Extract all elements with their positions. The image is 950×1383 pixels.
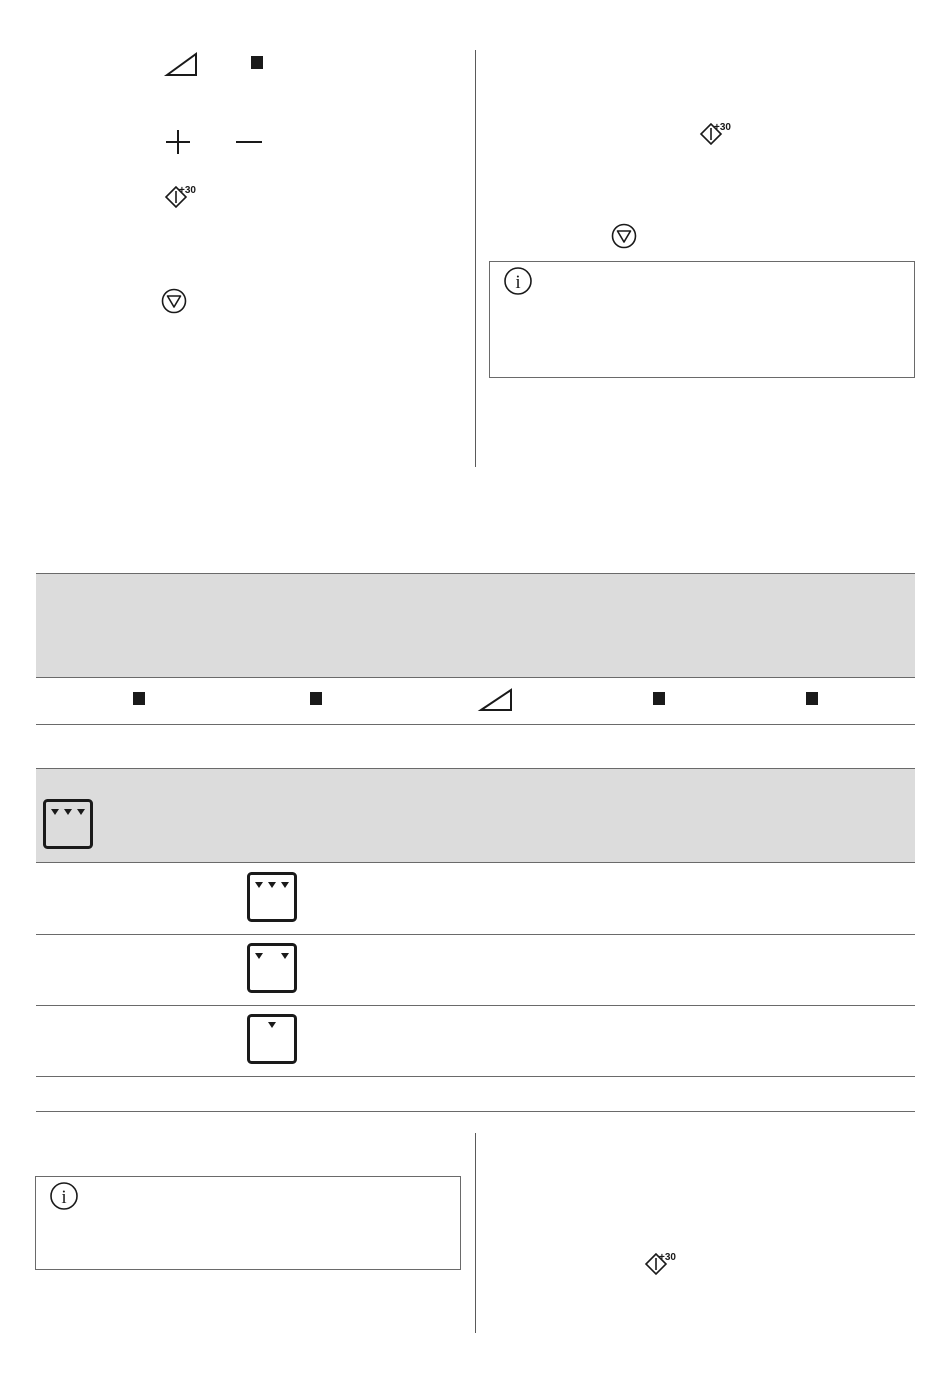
burner-one-zone-icon (247, 1014, 297, 1064)
table2-row-rule (36, 934, 915, 935)
info-note-box-bottom (35, 1176, 461, 1270)
info-note-box-top (489, 261, 915, 378)
column-divider-top (475, 50, 476, 467)
minus-icon (236, 141, 262, 143)
info-symbol: i (515, 272, 521, 293)
level-step-icon (653, 692, 665, 705)
level-step-icon (133, 692, 145, 705)
table2-bottom-rule (36, 1111, 915, 1112)
ramp-icon-top (166, 53, 198, 77)
level-step-icon (310, 692, 322, 705)
plus-icon (165, 129, 191, 155)
table1-header-rule (36, 677, 915, 678)
table1-bottom-rule (36, 724, 915, 725)
table2-header-rule (36, 862, 915, 863)
time-plus-30-icon (164, 183, 204, 211)
table1-header (36, 574, 915, 677)
stop-icon (161, 288, 187, 314)
burner-three-zones-icon (247, 872, 297, 922)
info-symbol: i (61, 1187, 67, 1208)
plus30-label: +30 (659, 1252, 676, 1263)
burner-three-zones-icon (43, 799, 93, 849)
plus30-label: +30 (714, 122, 731, 133)
table2-row-rule (36, 1005, 915, 1006)
step-square-icon-top (251, 56, 263, 69)
info-icon (49, 1181, 79, 1211)
level-step-icon (806, 692, 818, 705)
time-plus-30-icon-right (699, 120, 739, 148)
column-divider-bottom (475, 1133, 476, 1333)
table2-header (36, 769, 915, 862)
table2-row-rule (36, 1076, 915, 1077)
time-plus-30-icon-bottom (644, 1250, 684, 1278)
stop-icon-right (611, 223, 637, 249)
plus30-label: +30 (179, 185, 196, 196)
burner-two-zones-icon (247, 943, 297, 993)
info-icon (503, 266, 533, 296)
level-ramp-icon (480, 689, 513, 712)
